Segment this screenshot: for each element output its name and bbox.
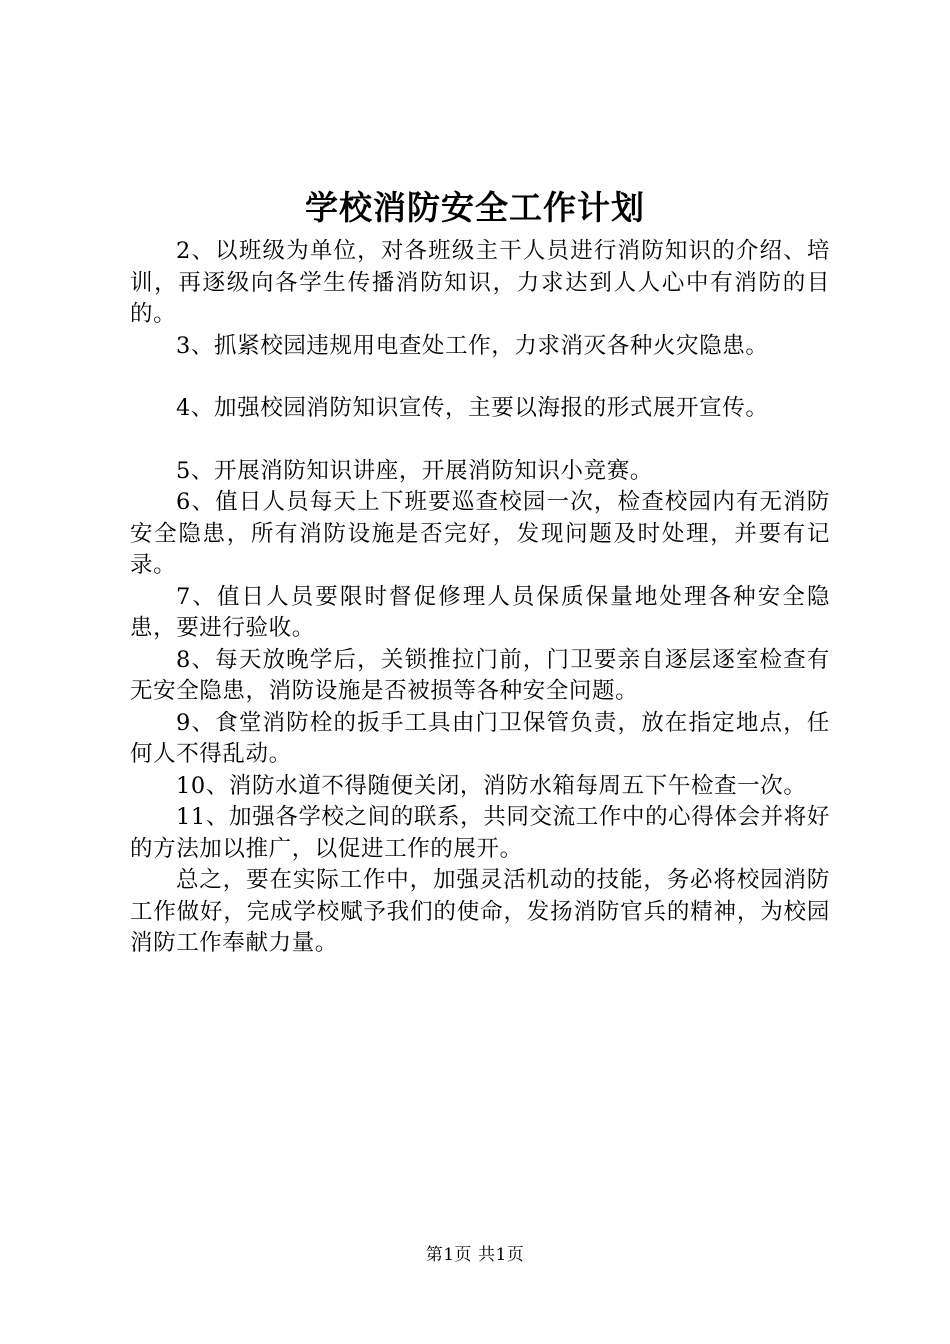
page-footer: 第1页 共1页 [425, 1245, 525, 1265]
paragraph-item-7: 7、值日人员要限时督促修理人员保质保量地处理各种安全隐患，要进行验收。 [130, 583, 830, 641]
paragraph-item-10: 10、消防水道不得随便关闭，消防水箱每周五下午检查一次。 [176, 772, 807, 799]
paragraph-item-2: 2、以班级为单位，对各班级主干人员进行消防知识的介绍、培训，再逐级向各学生传播消防知识，力求达到人人心中有消防的目的。 [130, 238, 830, 327]
paragraph-conclusion: 总之，要在实际工作中，加强灵活机动的技能，务必将校园消防工作做好，完成学校赋予我们的使命，发扬消防官兵的精神，为校园消防工作奉献力量。 [130, 867, 830, 956]
document-title: 学校消防安全工作计划 [305, 188, 645, 227]
paragraph-item-3: 3、抓紧校园违规用电查处工作，力求消灭各种火灾隐患。 [176, 332, 769, 359]
paragraph-item-5: 5、开展消防知识讲座，开展消防知识小竞赛。 [176, 457, 653, 484]
paragraph-item-6: 6、值日人员每天上下班要巡查校园一次，检查校园内有无消防安全隐患，所有消防设施是否完好，发现问题及时处理，并要有记录。 [130, 489, 830, 578]
paragraph-item-11: 11、加强各学校之间的联系，共同交流工作中的心得体会并将好的方法加以推广，以促进工作的展开。 [130, 804, 830, 862]
paragraph-item-8: 8、每天放晚学后，关锁推拉门前，门卫要亲自逐层逐室检查有无安全隐患，消防设施是否被损等各种安全问题。 [130, 646, 830, 704]
paragraph-item-9: 9、食堂消防栓的扳手工具由门卫保管负责，放在指定地点，任何人不得乱动。 [130, 709, 830, 767]
paragraph-item-4: 4、加强校园消防知识宣传，主要以海报的形式展开宣传。 [176, 395, 769, 421]
document-body [130, 236, 830, 960]
